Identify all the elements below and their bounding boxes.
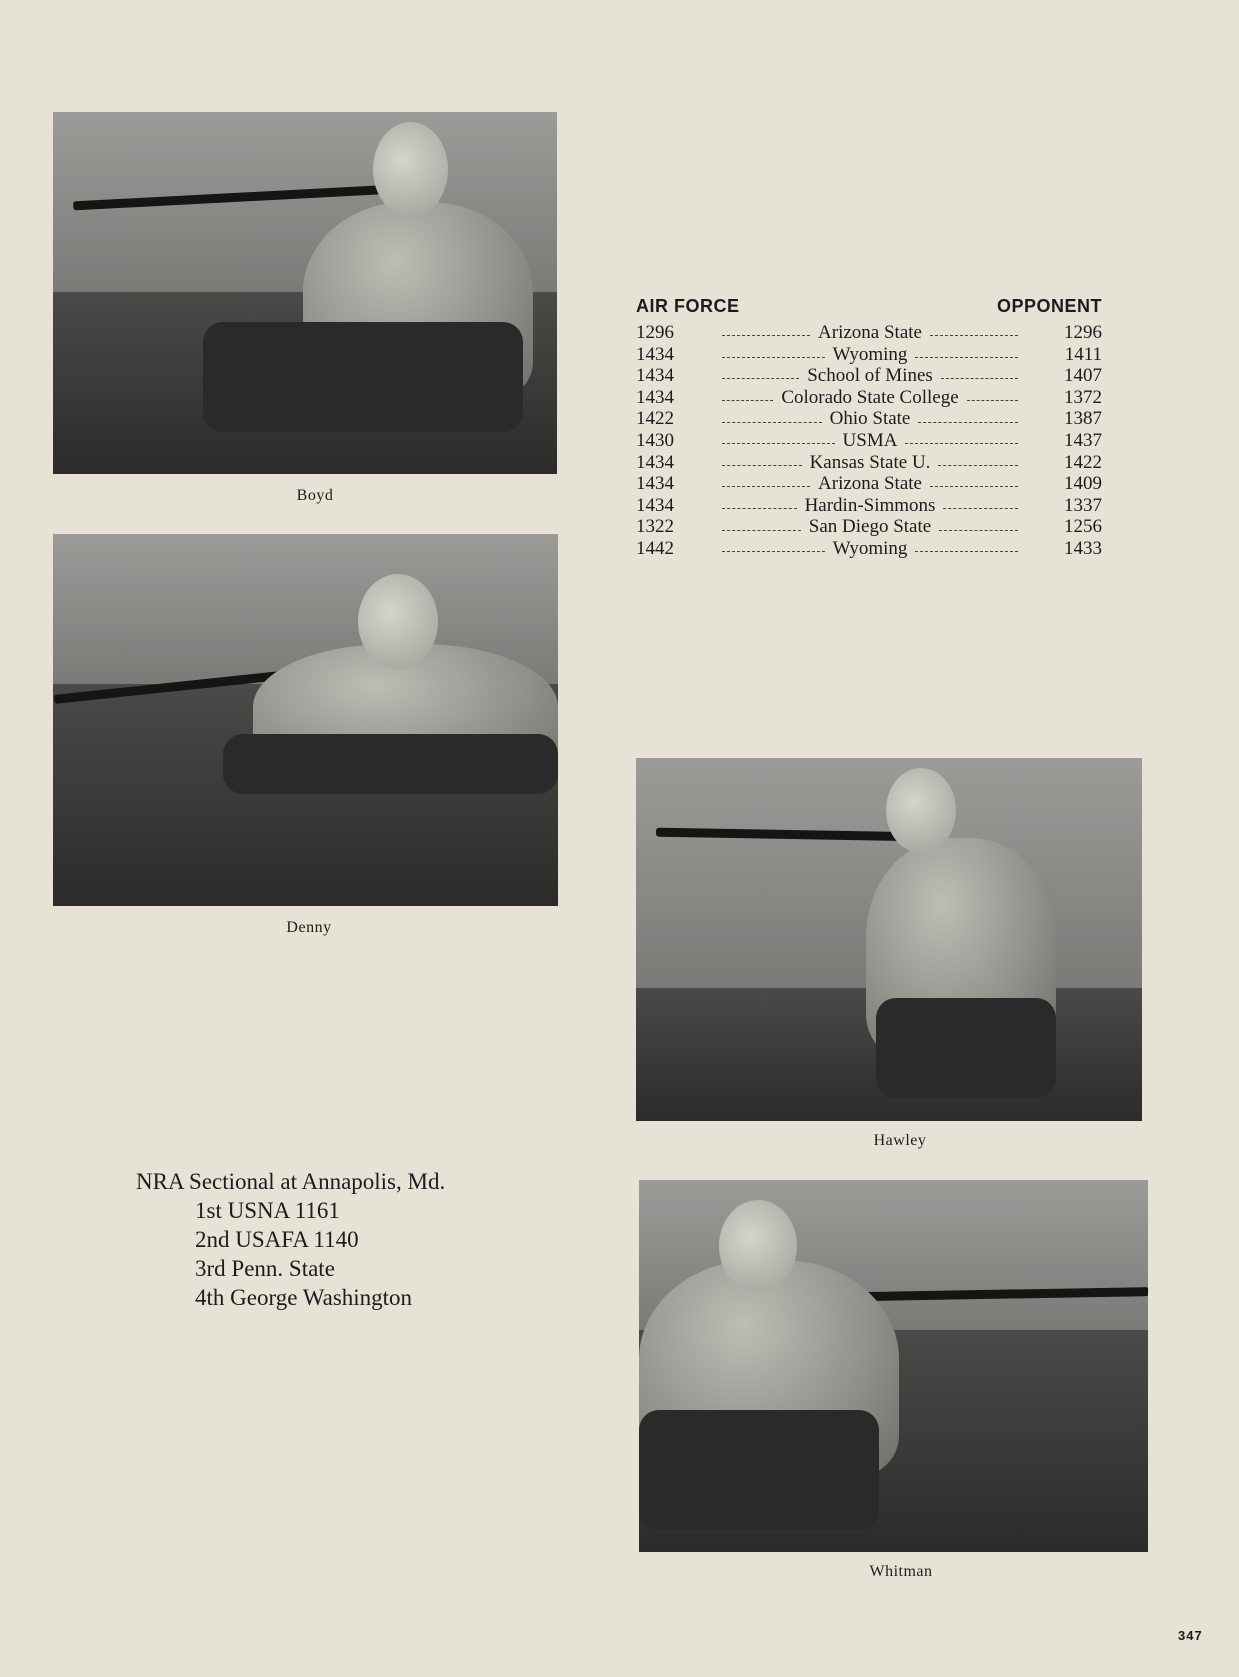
- score-row: [636, 344, 1102, 366]
- opponent-name: Hardin-Simmons: [804, 494, 936, 516]
- header-air-force: AIR FORCE: [636, 296, 740, 316]
- air-force-score: 1422: [636, 408, 674, 430]
- dot-leader: [905, 443, 1018, 444]
- score-row: [636, 387, 1102, 409]
- air-force-score: 1296: [636, 322, 674, 343]
- opponent-score: 1337: [1064, 494, 1102, 516]
- photo-boyd: [53, 112, 557, 474]
- dot-leader: [722, 357, 825, 358]
- score-row: [636, 322, 1102, 344]
- opponent-score: 1422: [1064, 451, 1102, 473]
- photo-whitman: [639, 1180, 1148, 1552]
- nra-result-item: 1st USNA 1161: [195, 1198, 340, 1223]
- air-force-score: 1434: [636, 473, 674, 495]
- opponent-score: 1256: [1064, 516, 1102, 538]
- score-row: [636, 495, 1102, 517]
- photo-caption-hawley: Hawley: [873, 1132, 927, 1149]
- opponent-name: Wyoming: [832, 343, 908, 365]
- opponent-score: 1296: [1064, 322, 1102, 343]
- opponent-leader: [722, 452, 1018, 474]
- opponent-leader: [722, 473, 1018, 495]
- score-row: [636, 408, 1102, 430]
- opponent-score: 1411: [1064, 343, 1102, 365]
- opponent-leader: [722, 387, 1018, 409]
- opponent-leader: [722, 322, 1018, 344]
- dot-leader: [930, 335, 1018, 336]
- photo-caption-boyd: Boyd: [296, 487, 334, 504]
- dot-leader: [939, 530, 1018, 531]
- score-row: [636, 538, 1102, 560]
- nra-result-item: 2nd USAFA 1140: [195, 1227, 359, 1252]
- dot-leader: [722, 335, 810, 336]
- score-row: [636, 365, 1102, 387]
- dot-leader: [722, 551, 825, 552]
- opponent-score: 1372: [1064, 386, 1102, 408]
- dot-leader: [938, 465, 1018, 466]
- score-table-header: [636, 296, 1102, 322]
- air-force-score: 1430: [636, 429, 674, 451]
- page-number: 347: [1178, 1628, 1203, 1643]
- opponent-score: 1409: [1064, 473, 1102, 495]
- photo-caption-whitman: Whitman: [869, 1563, 933, 1580]
- dot-leader: [930, 486, 1018, 487]
- opponent-score: 1433: [1064, 537, 1102, 559]
- opponent-score: 1407: [1064, 365, 1102, 387]
- dot-leader: [722, 530, 801, 531]
- photo-denny: [53, 534, 558, 906]
- dot-leader: [915, 551, 1018, 552]
- opponent-leader: [722, 516, 1018, 538]
- opponent-name: School of Mines: [807, 365, 933, 387]
- opponent-score: 1437: [1064, 429, 1102, 451]
- air-force-score: 1434: [636, 451, 674, 473]
- opponent-leader: [722, 430, 1018, 452]
- air-force-score: 1434: [636, 365, 674, 387]
- dot-leader: [915, 357, 1018, 358]
- photo-caption-denny: Denny: [286, 919, 332, 936]
- opponent-leader: [722, 495, 1018, 517]
- air-force-score: 1434: [636, 386, 674, 408]
- score-table: [636, 296, 1102, 560]
- opponent-name: Wyoming: [832, 537, 908, 559]
- dot-leader: [722, 400, 773, 401]
- opponent-leader: [722, 538, 1018, 560]
- photo-hawley: [636, 758, 1142, 1121]
- dot-leader: [722, 486, 810, 487]
- opponent-score: 1387: [1064, 408, 1102, 430]
- opponent-name: Arizona State: [818, 322, 922, 343]
- dot-leader: [941, 378, 1018, 379]
- opponent-leader: [722, 344, 1018, 366]
- opponent-name: Kansas State U.: [809, 451, 931, 473]
- opponent-name: USMA: [842, 429, 898, 451]
- nra-result-item: 4th George Washington: [195, 1285, 413, 1310]
- score-row: [636, 430, 1102, 452]
- air-force-score: 1434: [636, 343, 674, 365]
- dot-leader: [943, 508, 1018, 509]
- dot-leader: [967, 400, 1018, 401]
- opponent-leader: [722, 408, 1018, 430]
- nra-result-item: 3rd Penn. State: [195, 1256, 335, 1281]
- dot-leader: [722, 508, 797, 509]
- air-force-score: 1322: [636, 516, 674, 538]
- air-force-score: 1442: [636, 537, 674, 559]
- score-row: [636, 516, 1102, 538]
- dot-leader: [918, 422, 1018, 423]
- opponent-leader: [722, 365, 1018, 387]
- dot-leader: [722, 422, 822, 423]
- nra-sectional-results: [136, 1167, 445, 1312]
- air-force-score: 1434: [636, 494, 674, 516]
- opponent-name: Arizona State: [818, 473, 922, 495]
- dot-leader: [722, 443, 835, 444]
- opponent-name: Ohio State: [829, 408, 911, 430]
- header-opponent: OPPONENT: [996, 296, 1102, 316]
- dot-leader: [722, 378, 799, 379]
- score-row: [636, 452, 1102, 474]
- opponent-name: San Diego State: [808, 516, 932, 538]
- nra-title: NRA Sectional at Annapolis, Md.: [136, 1169, 446, 1194]
- score-row: [636, 473, 1102, 495]
- dot-leader: [722, 465, 802, 466]
- opponent-name: Colorado State College: [781, 386, 959, 408]
